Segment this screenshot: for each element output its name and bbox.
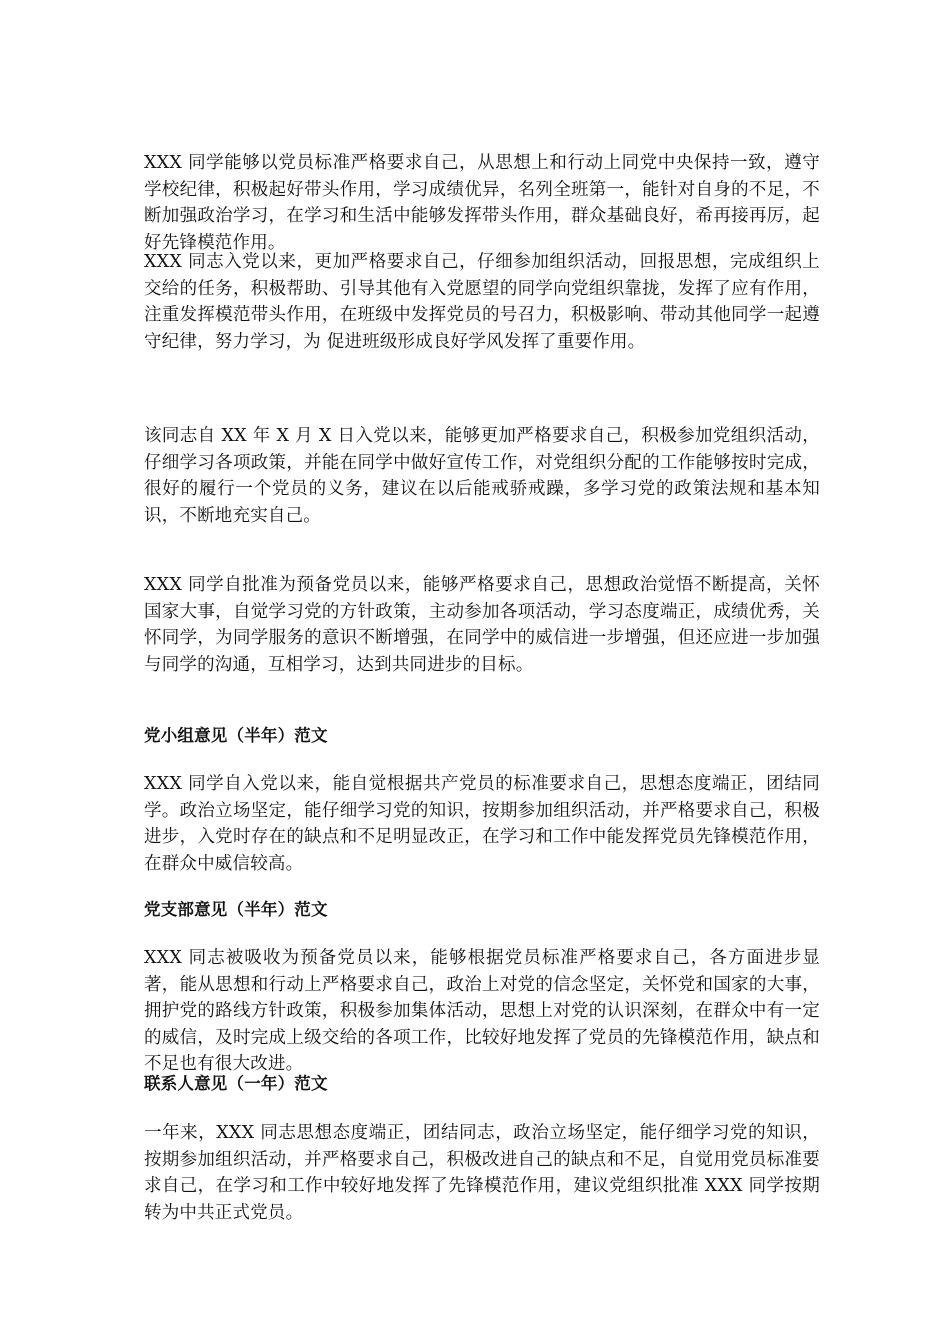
section-heading-party-group: 党小组意见（半年）范文 (144, 726, 328, 745)
section-heading-party-branch: 党支部意见（半年）范文 (144, 900, 328, 919)
paragraph-3: 该同志自 XX 年 X 月 X 日入党以来，能够更加严格要求自己，积极参加党组织活动，仔细学习各项政策，并能在同学中做好宣传工作，对党组织分配的工作能够按时完成，很好的履行一个党员的义务，建议在以后能戒骄戒躁，多学习党的政策法规和基本知识，不断地充实自己。 (144, 426, 820, 526)
paragraph-2: XXX 同志入党以来，更加严格要求自己，仔细参加组织活动，回报思想，完成组织上交给的任务，积极帮助、引导其他有入党愿望的同学向党组织靠拢，发挥了应有作用，注重发挥模范带头作用，在班级中发挥党员的号召力，积极影响、带动其他同学一起遵守纪律，努力学习，为 促进班级形成良好学风发挥了重要作用。 (144, 252, 820, 352)
paragraph-1: XXX 同学能够以党员标准严格要求自己，从思想上和行动上同党中央保持一致，遵守学校纪律，积极起好带头作用，学习成绩优异，名列全班第一，能针对自身的不足，不断加强政治学习，在学习和生活中能够发挥带头作用，群众基础良好，希再接再厉，起好先锋模范作用。 (144, 153, 820, 253)
section-text-contact-person: 一年来，XXX 同志思想态度端正，团结同志，政治立场坚定，能仔细学习党的知识，按期参加组织活动，并严格要求自己，积极改进自己的缺点和不足，自觉用党员标准要求自己，在学习和工作中较好地发挥了先锋模范作用，建议党组织批准 XXX 同学按期转为中共正式党员。 (144, 1123, 820, 1223)
paragraph-4: XXX 同学自批准为预备党员以来，能够严格要求自己，思想政治觉悟不断提高，关怀国家大事，自觉学习党的方针政策，主动参加各项活动，学习态度端正，成绩优秀，关怀同学，为同学服务的意识不断增强，在同学中的威信进一步增强，但还应进一步加强与同学的沟通，互相学习，达到共同进步的目标。 (144, 575, 820, 675)
section-text-party-group: XXX 同学自入党以来，能自觉根据共产党员的标准要求自己，思想态度端正，团结同学。政治立场坚定，能仔细学习党的知识，按期参加组织活动，并严格要求自己，积极进步，入党时存在的缺点和不足明显改正，在学习和工作中能发挥党员先锋模范作用，在群众中威信较高。 (144, 774, 820, 874)
section-text-party-branch: XXX 同志被吸收为预备党员以来，能够根据党员标准严格要求自己，各方面进步显著，能从思想和行动上严格要求自己，政治上对党的信念坚定，关怀党和国家的大事，拥护党的路线方针政策，积极参加集体活动，思想上对党的认识深刻，在群众中有一定的威信，及时完成上级交给的各项工作，比较好地发挥了党员的先锋模范作用，缺点和不足也有很大改进。 (144, 948, 820, 1075)
section-heading-contact-person: 联系人意见（一年）范文 (144, 1074, 328, 1093)
